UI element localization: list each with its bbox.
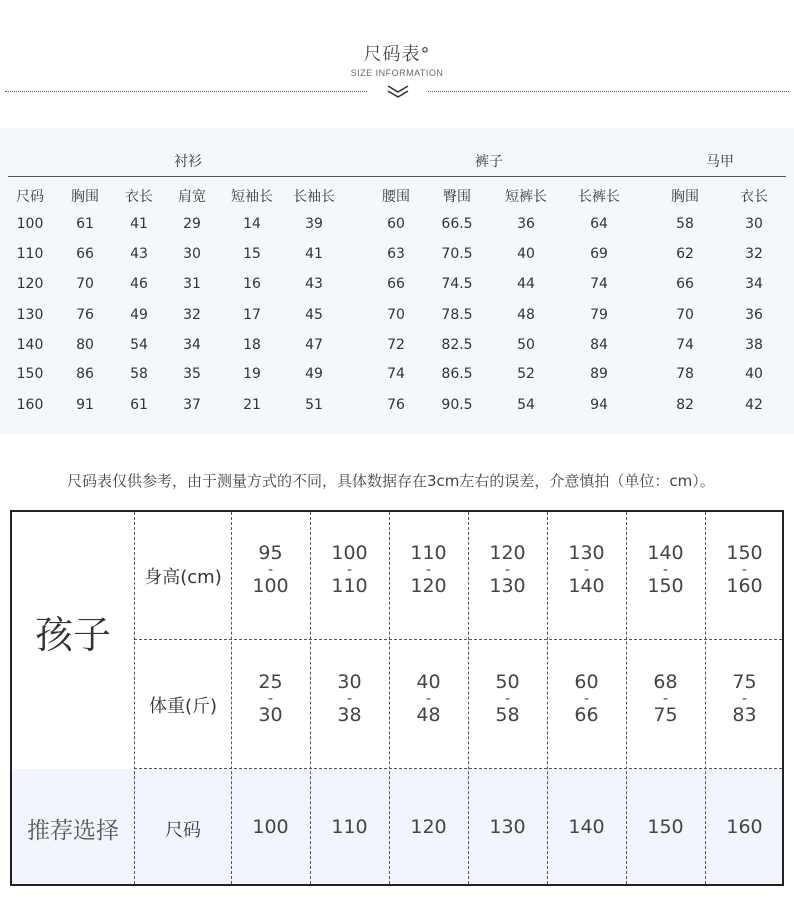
table-cell: 30 xyxy=(745,216,763,232)
table-cell: 70 xyxy=(387,307,405,323)
table-cell: 62 xyxy=(676,246,694,262)
table-cell: 110 xyxy=(16,246,44,262)
height-range xyxy=(468,543,547,597)
table-cell: 66 xyxy=(387,276,405,292)
column-header: 长裤长 xyxy=(578,189,620,205)
height-range-sep: - xyxy=(583,562,590,578)
column-header: 胸围 xyxy=(71,189,99,205)
table-cell: 86 xyxy=(76,366,94,382)
weight-range xyxy=(705,672,784,726)
table-cell: 38 xyxy=(745,337,763,353)
table-cell: 58 xyxy=(676,216,694,232)
weight-range-from: 50 xyxy=(495,671,520,693)
table-cell: 54 xyxy=(130,337,148,353)
weight-range-to: 83 xyxy=(732,704,757,726)
table-cell: 86.5 xyxy=(441,366,473,382)
table-cell: 30 xyxy=(183,246,201,262)
weight-range-from: 60 xyxy=(574,671,599,693)
table-cell: 34 xyxy=(183,337,201,353)
table-cell: 89 xyxy=(590,366,608,382)
recommend-title: 推荐选择 xyxy=(27,818,119,844)
table-cell: 21 xyxy=(243,397,261,413)
weight-range-sep: - xyxy=(583,691,590,707)
header-divider-right xyxy=(428,91,789,92)
table-cell: 47 xyxy=(305,337,323,353)
group-label-shirt: 衬衫 xyxy=(174,154,202,170)
table-cell: 91 xyxy=(76,397,94,413)
column-header: 胸围 xyxy=(671,189,699,205)
table-cell: 84 xyxy=(590,337,608,353)
weight-range-to: 48 xyxy=(416,704,441,726)
page-subtitle: SIZE INFORMATION xyxy=(350,68,444,78)
table-cell: 80 xyxy=(76,337,94,353)
table-cell: 50 xyxy=(517,337,535,353)
table-cell: 120 xyxy=(16,276,44,292)
header-divider-left xyxy=(5,91,367,92)
table-cell: 36 xyxy=(745,307,763,323)
size-table-divider xyxy=(8,176,786,177)
height-range-from: 150 xyxy=(726,542,763,564)
height-range-sep: - xyxy=(504,562,511,578)
table-cell: 70 xyxy=(76,276,94,292)
weight-range-sep: - xyxy=(662,691,669,707)
weight-range-from: 30 xyxy=(337,671,362,693)
weight-range xyxy=(468,672,547,726)
table-cell: 41 xyxy=(305,246,323,262)
recommended-size: 140 xyxy=(568,816,605,838)
column-header: 长袖长 xyxy=(293,189,335,205)
weight-range-from: 68 xyxy=(653,671,678,693)
weight-range-to: 66 xyxy=(574,704,599,726)
weight-range-sep: - xyxy=(346,691,353,707)
table-cell: 74 xyxy=(590,276,608,292)
table-cell: 54 xyxy=(517,397,535,413)
page-title: 尺码表° xyxy=(363,44,431,65)
height-range xyxy=(705,543,784,597)
column-header: 衣长 xyxy=(125,189,153,205)
table-cell: 14 xyxy=(243,216,261,232)
table-cell: 64 xyxy=(590,216,608,232)
table-cell: 18 xyxy=(243,337,261,353)
weight-range xyxy=(231,672,310,726)
grid-horizontal-line xyxy=(134,768,782,769)
height-range xyxy=(389,543,468,597)
table-cell: 19 xyxy=(243,366,261,382)
table-cell: 60 xyxy=(387,216,405,232)
table-cell: 82.5 xyxy=(441,337,473,353)
table-cell: 46 xyxy=(130,276,148,292)
table-cell: 90.5 xyxy=(441,397,473,413)
table-cell: 82 xyxy=(676,397,694,413)
table-cell: 32 xyxy=(183,307,201,323)
weight-range-to: 30 xyxy=(258,704,283,726)
height-range-sep: - xyxy=(346,562,353,578)
table-cell: 41 xyxy=(130,216,148,232)
table-cell: 66 xyxy=(76,246,94,262)
table-cell: 49 xyxy=(130,307,148,323)
table-cell: 130 xyxy=(16,307,44,323)
table-cell: 160 xyxy=(16,397,44,413)
group-label-vest: 马甲 xyxy=(706,154,734,170)
table-cell: 100 xyxy=(16,216,44,232)
table-cell: 36 xyxy=(517,216,535,232)
weight-range xyxy=(547,672,626,726)
table-cell: 51 xyxy=(305,397,323,413)
column-header: 肩宽 xyxy=(178,189,206,205)
section-label-kids: 孩子 xyxy=(34,613,111,657)
table-cell: 78 xyxy=(676,366,694,382)
table-cell: 31 xyxy=(183,276,201,292)
table-cell: 15 xyxy=(243,246,261,262)
table-cell: 45 xyxy=(305,307,323,323)
table-cell: 94 xyxy=(590,397,608,413)
weight-range xyxy=(626,672,705,726)
table-cell: 140 xyxy=(16,337,44,353)
height-range-to: 140 xyxy=(568,575,605,597)
table-cell: 72 xyxy=(387,337,405,353)
height-range-to: 150 xyxy=(647,575,684,597)
table-cell: 61 xyxy=(76,216,94,232)
column-header: 短裤长 xyxy=(505,189,547,205)
grid-horizontal-line xyxy=(134,639,782,640)
height-range xyxy=(547,543,626,597)
weight-range xyxy=(389,672,468,726)
table-cell: 79 xyxy=(590,307,608,323)
table-cell: 49 xyxy=(305,366,323,382)
recommended-size: 160 xyxy=(726,816,763,838)
height-label: 身高(cm) xyxy=(144,567,222,588)
weight-label: 体重(斤) xyxy=(148,696,218,717)
table-cell: 70 xyxy=(676,307,694,323)
group-label-pants: 裤子 xyxy=(475,154,503,170)
table-cell: 37 xyxy=(183,397,201,413)
table-cell: 58 xyxy=(130,366,148,382)
height-range-from: 95 xyxy=(258,542,283,564)
table-cell: 29 xyxy=(183,216,201,232)
height-range-from: 120 xyxy=(489,542,526,564)
table-cell: 40 xyxy=(745,366,763,382)
recommended-size: 110 xyxy=(331,816,368,838)
column-header: 尺码 xyxy=(16,189,44,205)
height-range-to: 120 xyxy=(410,575,447,597)
table-cell: 44 xyxy=(517,276,535,292)
table-cell: 74 xyxy=(676,337,694,353)
weight-range-to: 38 xyxy=(337,704,362,726)
table-cell: 42 xyxy=(745,397,763,413)
column-header: 臀围 xyxy=(443,189,471,205)
weight-range-sep: - xyxy=(504,691,511,707)
table-cell: 48 xyxy=(517,307,535,323)
height-range xyxy=(231,543,310,597)
height-range-from: 140 xyxy=(647,542,684,564)
height-range-from: 100 xyxy=(331,542,368,564)
table-cell: 74.5 xyxy=(441,276,473,292)
weight-range-from: 75 xyxy=(732,671,757,693)
height-range-to: 110 xyxy=(331,575,368,597)
table-cell: 63 xyxy=(387,246,405,262)
table-cell: 34 xyxy=(745,276,763,292)
height-range-sep: - xyxy=(741,562,748,578)
size-note: 尺码表仅供参考，由于测量方式的不同，具体数据存在3cm左右的误差，介意慎拍（单位：cm）。 xyxy=(67,472,715,490)
weight-range-to: 75 xyxy=(653,704,678,726)
table-cell: 16 xyxy=(243,276,261,292)
weight-range xyxy=(310,672,389,726)
height-range-sep: - xyxy=(662,562,669,578)
height-range xyxy=(626,543,705,597)
column-header: 短袖长 xyxy=(231,189,273,205)
height-range-sep: - xyxy=(267,562,274,578)
table-cell: 52 xyxy=(517,366,535,382)
table-cell: 150 xyxy=(16,366,44,382)
table-cell: 39 xyxy=(305,216,323,232)
table-cell: 76 xyxy=(76,307,94,323)
height-range-to: 160 xyxy=(726,575,763,597)
weight-range-from: 40 xyxy=(416,671,441,693)
weight-range-to: 58 xyxy=(495,704,520,726)
table-cell: 70.5 xyxy=(441,246,473,262)
table-cell: 78.5 xyxy=(441,307,473,323)
table-cell: 69 xyxy=(590,246,608,262)
chevron-down-icon xyxy=(385,83,411,99)
height-range-to: 130 xyxy=(489,575,526,597)
column-header: 衣长 xyxy=(740,189,768,205)
height-range-sep: - xyxy=(425,562,432,578)
table-cell: 43 xyxy=(130,246,148,262)
height-range xyxy=(310,543,389,597)
table-cell: 61 xyxy=(130,397,148,413)
weight-range-sep: - xyxy=(425,691,432,707)
weight-range-sep: - xyxy=(741,691,748,707)
table-cell: 40 xyxy=(517,246,535,262)
recommended-size: 120 xyxy=(410,816,447,838)
height-range-from: 110 xyxy=(410,542,447,564)
table-cell: 43 xyxy=(305,276,323,292)
weight-range-sep: - xyxy=(267,691,274,707)
size-label: 尺码 xyxy=(165,820,201,841)
height-range-from: 130 xyxy=(568,542,605,564)
table-cell: 17 xyxy=(243,307,261,323)
weight-range-from: 25 xyxy=(258,671,283,693)
height-range-to: 100 xyxy=(252,575,289,597)
column-header: 腰围 xyxy=(382,189,410,205)
table-cell: 76 xyxy=(387,397,405,413)
table-cell: 35 xyxy=(183,366,201,382)
table-cell: 74 xyxy=(387,366,405,382)
recommended-size: 150 xyxy=(647,816,684,838)
recommended-size: 100 xyxy=(252,816,289,838)
table-cell: 66.5 xyxy=(441,216,473,232)
recommended-size: 130 xyxy=(489,816,526,838)
table-cell: 66 xyxy=(676,276,694,292)
table-cell: 32 xyxy=(745,246,763,262)
